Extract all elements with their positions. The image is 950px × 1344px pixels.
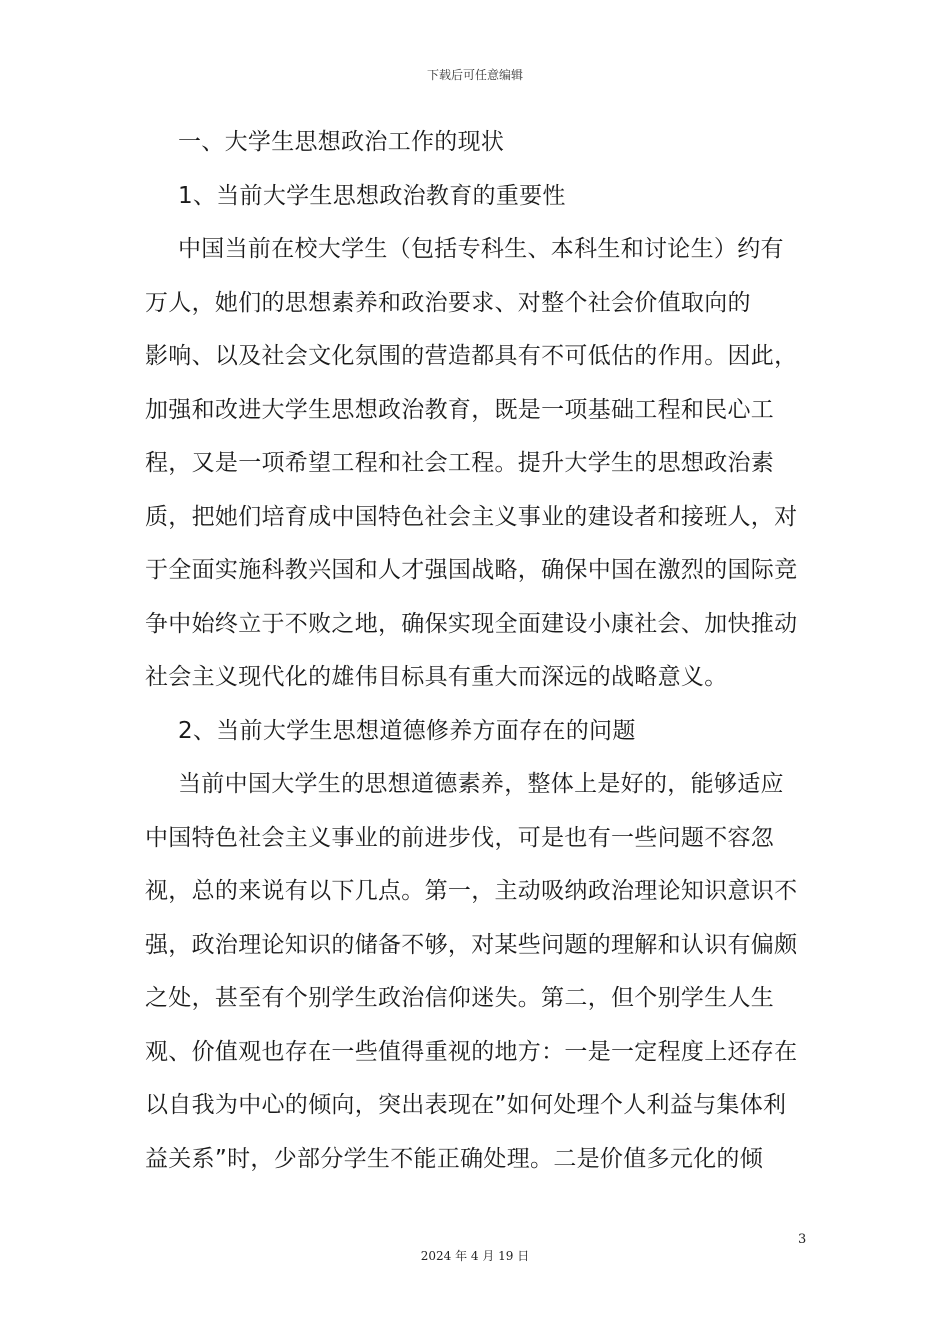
paragraph-line: 争中始终立于不败之地，确保实现全面建设小康社会、加快推动 [145, 610, 798, 637]
paragraph-line: 强，政治理论知识的储备不够，对某些问题的理解和认识有偏颇 [145, 931, 798, 958]
paragraph-line: 于全面实施科教兴国和人才强国战略，确保中国在激烈的国际竞 [145, 557, 798, 583]
paragraph-line: 视，总的来说有以下几点。第一，主动吸纳政治理论知识意识不 [145, 878, 798, 904]
paragraph-line: 之处，甚至有个别学生政治信仰迷失。第二，但个别学生人生 [145, 985, 775, 1011]
paragraph-line: 程，又是一项希望工程和社会工程。提升大学生的思想政治素 [145, 450, 775, 476]
page-header: 下载后可任意编辑 [426, 68, 523, 82]
paragraph-line: 加强和改进大学生思想政治教育，既是一项基础工程和民心工 [145, 396, 775, 423]
subsection-heading-1: 1、当前大学生思想政治教育的重要性 [178, 182, 566, 209]
page-number: 3 [798, 1232, 807, 1247]
paragraph-line: 当前中国大学生的思想道德素养，整体上是好的，能够适应 [178, 771, 784, 797]
paragraph-line: 中国特色社会主义事业的前进步伐，可是也有一些问题不容忽 [145, 824, 775, 851]
subsection-heading-2: 2、当前大学生思想道德修养方面存在的问题 [178, 717, 636, 744]
paragraph-line: 以自我为中心的倾向，突出表现在”如何处理个人利益与集体利 [145, 1092, 787, 1118]
paragraph-line: 中国当前在校大学生（包括专科生、本科生和讨论生）约有 [178, 236, 784, 262]
section-heading: 一、大学生思想政治工作的现状 [178, 129, 505, 155]
paragraph-line: 益关系”时，少部分学生不能正确处理。二是价值多元化的倾 [145, 1145, 764, 1172]
paragraph-line: 观、价值观也存在一些值得重视的地方：一是一定程度上还存在 [145, 1038, 798, 1065]
page-footer-date: 2024 年 4 月 19 日 [420, 1249, 530, 1263]
paragraph-line: 影响、以及社会文化氛围的营造都具有不可低估的作用。因此， [145, 343, 798, 369]
paragraph-line: 万人，她们的思想素养和政治要求、对整个社会价值取向的 [145, 289, 751, 316]
paragraph-line: 社会主义现代化的雄伟目标具有重大而深远的战略意义。 [145, 664, 728, 690]
document-body [145, 116, 810, 1186]
paragraph-line: 质，把她们培育成中国特色社会主义事业的建设者和接班人，对 [145, 503, 798, 530]
